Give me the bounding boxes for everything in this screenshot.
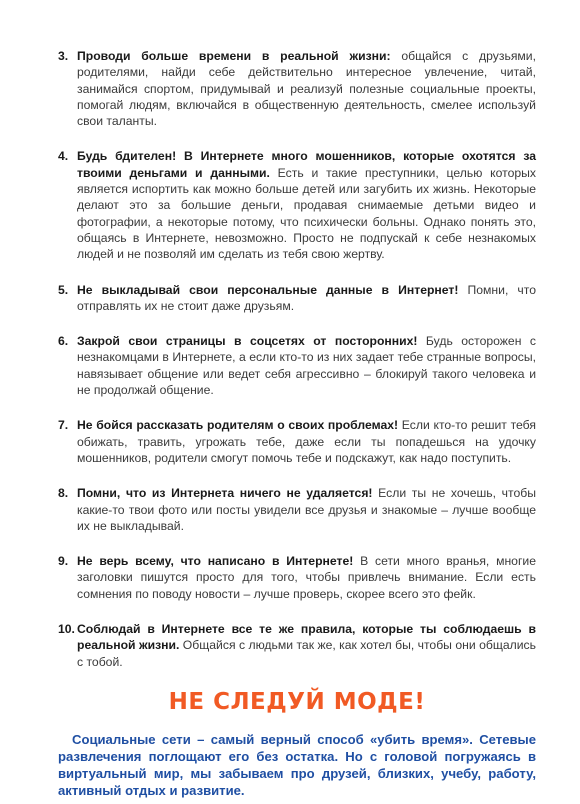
rule-text: общайся с друзьями, родителями, найди себе действительно интересное увлечение, читай, занимайся спортом, придумывай и реализуй полезные социальные проекты, помогай людям, включайся в общественную деятельность, смелее используй свои таланты. [77, 49, 536, 129]
rule-item-7 [58, 417, 536, 466]
rule-lead: Проводи больше времени в реальной жизни: [77, 49, 391, 63]
rule-lead: Будь бдителен! В Интернете много мошенников, которые охотятся за твоими деньгами и данными. [77, 149, 536, 180]
rule-lead: Не бойся рассказать родителям о своих проблемах! [77, 418, 399, 433]
rule-number: 9. [58, 554, 69, 569]
rules-list [58, 48, 536, 670]
rule-lead: Закрой свои страницы в соцсетях от посторонних! [77, 334, 418, 349]
rule-number: 8. [58, 486, 69, 501]
rule-item-9 [58, 553, 536, 602]
rule-text: Общайся с людьми так же, как хотел бы, чтобы они общались с тобой. [77, 638, 536, 669]
rule-number: 4. [58, 149, 69, 164]
rule-text: Будь осторожен с незнакомцами в Интернете, а если кто-то из них задает тебе странные вопросы, навязывает общение или ведет себя агрессивно – блокируй такого человека и не продолжай общение. [77, 334, 536, 398]
rule-item-4 [58, 148, 536, 262]
rule-number: 5. [58, 282, 69, 297]
rule-text: Если кто-то решит тебя обижать, травить, угрожать тебе, даже если ты попадешься на удочку мошенников, родители смогут помочь тебе и подскажут, как надо поступить. [77, 418, 536, 465]
rule-lead: Помни, что из Интернета ничего не удаляется! [77, 486, 373, 501]
rule-item-8 [58, 485, 536, 534]
rule-text: Помни, что отправлять их не стоит даже друзьям. [77, 282, 536, 313]
rule-lead: Не выкладывай свои персональные данные в Интернет! [77, 282, 459, 297]
rule-number: 7. [58, 418, 69, 433]
rule-number: 6. [58, 334, 69, 349]
rule-text: В сети много вранья, многие заголовки пишутся просто для того, чтобы привлечь внимание. Если есть сомнения по поводу новости – лучше проверь, скорее всего это фейк. [77, 554, 536, 601]
section-heading: НЕ СЛЕДУЙ МОДЕ! [168, 688, 426, 715]
rule-item-10 [58, 621, 536, 670]
rule-lead: Не верь всему, что написано в Интернете! [77, 554, 354, 569]
closing-paragraph: Социальные сети – самый верный способ «убить время». Сетевые развлечения поглощают его без остатка. Но с головой погружаясь в виртуальный мир, мы забываем про друзей, близких, учебу, работу, активный отдых и развитие. [58, 731, 536, 798]
rule-number: 3. [58, 49, 69, 63]
rule-lead: Соблюдай в Интернете все те же правила, которые ты соблюдаешь в реальной жизни. [77, 622, 536, 653]
rule-number: 10. [58, 622, 75, 637]
rule-item-6 [58, 333, 536, 398]
rule-text: Есть и такие преступники, целью которых является испортить как можно больше детей или загубить их жизнь. Некоторые делают это за большие деньги, продавая снимаемые детьми видео и фотографии, а некоторые потому, что психически больны. Однако понять это, общаясь в Интернете, невозможно. Просто не подпускай к себе незнакомых людей и не позволяй им сделать из тебя свою жертву. [77, 165, 536, 262]
rule-item-5 [58, 282, 536, 315]
rule-item-3 [58, 48, 536, 129]
rule-text: Если ты не хочешь, чтобы какие-то твои фото или посты увидели все друзья и знакомые – лучше вообще их не выкладывай. [77, 486, 536, 533]
